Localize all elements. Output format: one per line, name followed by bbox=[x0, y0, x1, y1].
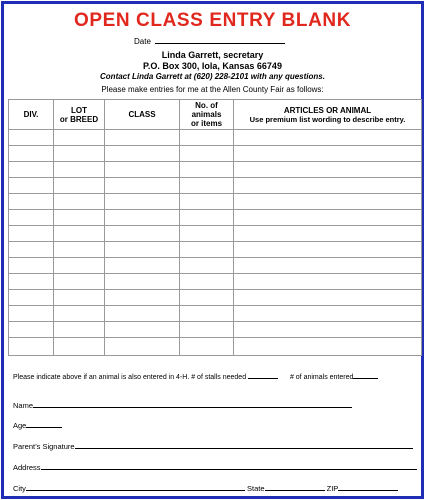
table-row bbox=[9, 242, 422, 258]
table-row bbox=[9, 322, 422, 338]
entry-cell[interactable] bbox=[105, 338, 180, 356]
name-blank[interactable] bbox=[33, 400, 352, 408]
entry-cell[interactable] bbox=[180, 306, 234, 322]
entry-cell[interactable] bbox=[180, 338, 234, 356]
entry-cell[interactable] bbox=[9, 338, 54, 356]
entry-cell[interactable] bbox=[234, 242, 422, 258]
city-label: City bbox=[13, 484, 26, 493]
secretary-address: P.O. Box 300, Iola, Kansas 66749 bbox=[143, 61, 282, 71]
entry-cell[interactable] bbox=[9, 130, 54, 146]
four-h-note bbox=[13, 372, 378, 381]
entry-cell[interactable] bbox=[234, 210, 422, 226]
entry-cell[interactable] bbox=[234, 306, 422, 322]
entry-cell[interactable] bbox=[180, 258, 234, 274]
entry-cell[interactable] bbox=[54, 226, 105, 242]
table-row bbox=[9, 338, 422, 356]
state-label: State bbox=[247, 484, 265, 493]
entry-cell[interactable] bbox=[234, 258, 422, 274]
entry-cell[interactable] bbox=[234, 146, 422, 162]
entry-cell[interactable] bbox=[54, 290, 105, 306]
entry-cell[interactable] bbox=[54, 162, 105, 178]
table-row bbox=[9, 210, 422, 226]
entry-cell[interactable] bbox=[9, 226, 54, 242]
entry-cell[interactable] bbox=[234, 322, 422, 338]
animals-entered-blank[interactable] bbox=[353, 372, 378, 379]
entry-cell[interactable] bbox=[54, 258, 105, 274]
entry-cell[interactable] bbox=[105, 146, 180, 162]
age-blank[interactable] bbox=[26, 420, 62, 428]
entry-cell[interactable] bbox=[54, 306, 105, 322]
entry-cell[interactable] bbox=[9, 290, 54, 306]
entry-cell[interactable] bbox=[180, 178, 234, 194]
entry-cell[interactable] bbox=[105, 226, 180, 242]
entry-cell[interactable] bbox=[105, 162, 180, 178]
age-field bbox=[13, 420, 62, 430]
entry-cell[interactable] bbox=[105, 322, 180, 338]
secretary-name: Linda Garrett, secretary bbox=[161, 50, 264, 60]
entry-cell[interactable] bbox=[234, 162, 422, 178]
table-row bbox=[9, 146, 422, 162]
col-div: DIV. bbox=[9, 100, 54, 130]
entry-cell[interactable] bbox=[105, 290, 180, 306]
date-field bbox=[134, 36, 285, 46]
contact-line: Contact Linda Garrett at (620) 228-2101 with any questions. bbox=[100, 72, 325, 81]
entry-cell[interactable] bbox=[54, 338, 105, 356]
entry-cell[interactable] bbox=[9, 258, 54, 274]
entry-cell[interactable] bbox=[234, 130, 422, 146]
entry-cell[interactable] bbox=[54, 146, 105, 162]
entry-cell[interactable] bbox=[54, 130, 105, 146]
entry-cell[interactable] bbox=[234, 226, 422, 242]
address-blank[interactable] bbox=[41, 462, 417, 470]
entry-cell[interactable] bbox=[234, 290, 422, 306]
col-number: No. of animals or items bbox=[180, 100, 234, 130]
name-field bbox=[13, 400, 352, 410]
note-text: Please indicate above if an animal is also entered in 4-H. # of stalls needed bbox=[13, 374, 247, 381]
table-row bbox=[9, 226, 422, 242]
entry-cell[interactable] bbox=[180, 210, 234, 226]
entry-cell[interactable] bbox=[54, 194, 105, 210]
parent-signature-label: Parent’s Signature bbox=[13, 442, 75, 451]
entry-cell[interactable] bbox=[234, 338, 422, 356]
city-blank[interactable] bbox=[26, 483, 245, 491]
stalls-needed-blank[interactable] bbox=[248, 372, 278, 379]
entry-cell[interactable] bbox=[180, 322, 234, 338]
entries-table bbox=[8, 99, 422, 356]
city-state-zip-field bbox=[13, 483, 398, 493]
entry-cell[interactable] bbox=[180, 242, 234, 258]
parent-signature-field bbox=[13, 441, 413, 451]
entry-cell[interactable] bbox=[180, 194, 234, 210]
date-blank[interactable] bbox=[155, 36, 285, 44]
zip-label: ZIP bbox=[326, 484, 339, 493]
form-title: OPEN CLASS ENTRY BLANK bbox=[73, 10, 352, 31]
state-blank[interactable] bbox=[265, 483, 325, 491]
entry-cell[interactable] bbox=[9, 146, 54, 162]
address-field bbox=[13, 462, 417, 472]
intro-text: Please make entries for me at the Allen County Fair as follows: bbox=[101, 85, 324, 94]
parent-signature-blank[interactable] bbox=[75, 441, 413, 449]
date-label: Date bbox=[134, 37, 151, 46]
entry-cell[interactable] bbox=[234, 178, 422, 194]
entry-cell[interactable] bbox=[9, 162, 54, 178]
entry-cell[interactable] bbox=[54, 210, 105, 226]
entry-cell[interactable] bbox=[9, 322, 54, 338]
table-row bbox=[9, 290, 422, 306]
table-row bbox=[9, 306, 422, 322]
entry-cell[interactable] bbox=[54, 178, 105, 194]
entry-cell[interactable] bbox=[234, 194, 422, 210]
entry-cell[interactable] bbox=[180, 274, 234, 290]
entry-cell[interactable] bbox=[54, 274, 105, 290]
entry-cell[interactable] bbox=[105, 210, 180, 226]
table-row bbox=[9, 130, 422, 146]
entry-cell[interactable] bbox=[105, 242, 180, 258]
entry-cell[interactable] bbox=[180, 162, 234, 178]
name-label: Name bbox=[13, 401, 34, 410]
entry-cell[interactable] bbox=[9, 210, 54, 226]
entry-cell[interactable] bbox=[105, 274, 180, 290]
entry-cell[interactable] bbox=[234, 274, 422, 290]
entry-cell[interactable] bbox=[9, 274, 54, 290]
entry-cell[interactable] bbox=[9, 178, 54, 194]
entry-cell[interactable] bbox=[180, 290, 234, 306]
entry-cell[interactable] bbox=[54, 242, 105, 258]
entry-cell[interactable] bbox=[105, 258, 180, 274]
entry-cell[interactable] bbox=[105, 306, 180, 322]
col-class: CLASS bbox=[105, 100, 180, 130]
table-header-row bbox=[9, 100, 422, 130]
entry-cell[interactable] bbox=[180, 130, 234, 146]
entry-cell[interactable] bbox=[180, 146, 234, 162]
table-row bbox=[9, 274, 422, 290]
col-lot: LOT or BREED bbox=[54, 100, 105, 130]
table-row bbox=[9, 194, 422, 210]
entry-cell[interactable] bbox=[9, 306, 54, 322]
animals-entered-label: # of animals entered bbox=[289, 374, 354, 381]
address-label: Address bbox=[13, 463, 41, 472]
entry-cell[interactable] bbox=[180, 226, 234, 242]
age-label: Age bbox=[13, 421, 27, 430]
table-row bbox=[9, 258, 422, 274]
entry-cell[interactable] bbox=[105, 194, 180, 210]
entry-form-page bbox=[1, 1, 424, 499]
entry-cell[interactable] bbox=[9, 194, 54, 210]
entry-cell[interactable] bbox=[54, 322, 105, 338]
col-articles: ARTICLES OR ANIMAL Use premium list wording to describe entry. bbox=[234, 100, 422, 130]
table-row bbox=[9, 162, 422, 178]
table-row bbox=[9, 178, 422, 194]
zip-blank[interactable] bbox=[338, 483, 398, 491]
entry-cell[interactable] bbox=[9, 242, 54, 258]
entry-cell[interactable] bbox=[105, 130, 180, 146]
entry-cell[interactable] bbox=[105, 178, 180, 194]
